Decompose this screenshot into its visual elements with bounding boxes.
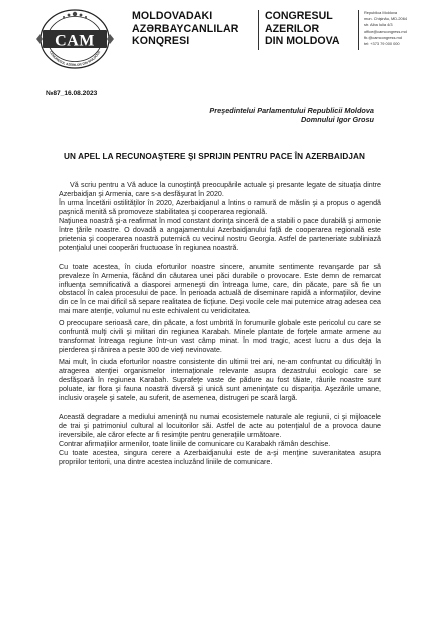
logo-letters: CAM <box>55 32 95 50</box>
recipient-block <box>209 106 374 125</box>
logo-caption: CONGRESUL AZERILOR DIN MOLDOVA <box>48 50 102 68</box>
org-ro-line-2: AZERILOR <box>265 22 320 35</box>
org-name-romanian <box>265 10 349 48</box>
contact-block <box>364 10 426 47</box>
paragraph: O preocupare serioasă care, din păcate, a fost umbrită în forumurile globale este pericolul cu care se confruntă mulţi civili şi militari din regiunea Karabah. Minele plantate de forţele armate armene au transformat întreaga regiune într-un vast câmp minat. În mod tragic, acest lucru a dus deja la pierderea şi rănirea a peste 300 de vieţi nevinovate. <box>59 319 381 355</box>
paragraph: Vă scriu pentru a Vă aduce la cunoştinţă preocupările actuale şi presante legate de situaţia dintre Azerbaidjan şi Armenia, care s-a desfăşurat în 2020. <box>59 181 381 198</box>
contact-line: str. Alba Iulia 4/3 <box>364 22 393 28</box>
org-ro-line-3: DIN MOLDOVA <box>265 35 340 48</box>
paragraph: Cu toate acestea, singura cerere a Azerbaidjanului este de a-şi menţine suveranitatea asupra propriilor teritorii, una dintre acestea incluzând liniile de comunicare. <box>59 448 381 466</box>
contact-social: fb.@camcongress.md <box>364 34 402 40</box>
cam-logo <box>34 8 116 70</box>
recipient-name: Domnului Igor Grosu <box>301 115 374 125</box>
paragraph: Mai mult, în ciuda eforturilor noastre consistente din ultimii trei ani, ne-am confruntat cu dificultăţi în atragerea atenţiei organismelor internaţionale relevante asupra dezastrului ecologic care se desfăşoară în regiunea Karabah. Suprafeţe vaste de pădure au fost tăiate, râurile noastre sunt poluate, iar flora şi fauna noastră diversă şi unică sunt ameninţate cu dispariţia. Aşezările umane, inclusiv oraşele şi satele, au suferit, de asemenea, distrugeri pe scară largă. <box>59 358 381 402</box>
org-az-line-3: KONQRESI <box>132 35 190 48</box>
org-az-line-2: AZƏRBAYCANLILAR <box>132 22 239 35</box>
letter-body <box>59 181 381 467</box>
document-number: №87_16.08.2023 <box>46 90 98 97</box>
header-divider <box>358 10 359 50</box>
contact-phone: tel: +373 79 000 000 <box>364 41 400 47</box>
org-name-azerbaijani <box>132 10 254 48</box>
org-ro-line-1: CONGRESUL <box>265 10 333 22</box>
header-divider <box>258 10 259 50</box>
paragraph: În urma încetării ostilităţilor în 2020, Azerbaidjanul a întins o ramură de măslin şi a propus o agendă paşnică menită să promoveze stabilitatea şi cooperarea regională. <box>59 198 381 216</box>
contact-line: mun. Chişinău, MD-2064 <box>364 16 408 22</box>
paragraph: Această degradare a mediului ameninţă nu numai ecosistemele naturale ale regiunii, ci şi mijloacele de trai şi patrimoniul cultural al locuitorilor săi. Astfel de acte au potenţialul de a provoca daune ireversibile, ale căror efecte ar fi resimţite pentru generaţiile următoare. <box>59 412 381 439</box>
paragraph: Cu toate acestea, în ciuda eforturilor noastre sincere, anumite sentimente revanşarde par să prevaleze în Armenia, făcând din căutarea unei păci durabile o provocare. Este demn de remarcat influenţa semnificativă a diasporei armeneşti din întreaga lume, care, din păcate, pare să fie un obstacol în calea procesului de pace. În perioada actuală de diseminare rapidă a informaţiilor, devine din ce în ce mai dificil să separe realitatea de ficţiune. Deşi vocile cele mai puternice atrag adesea cea mai mare atenţie, volumul nu este echivalent cu veridicitatea. <box>59 262 381 316</box>
paragraph: Contrar afirmaţiilor armenilor, toate liniile de comunicare cu Karabakh rămân deschise. <box>59 439 331 448</box>
paragraph: Naţiunea noastră şi-a reafirmat în mod constant dorinţa sinceră de a stabili o pace durabilă şi armonie între ţările noastre. O dovadă a angajamentului Azerbaidjanului faţă de cooperarea regională este prietenia şi cooperarea noastră puternică cu vecinul nostru Georgia. Astfel de parteneriate subliniază potenţialul unei cooperări fructuoase în regiunea noastră. <box>59 216 381 252</box>
contact-line: Republica Moldova <box>364 10 398 15</box>
letter-title: UN APEL LA RECUNOAŞTERE ŞI SPRIJIN PENTRU PACE ÎN AZERBAIDJAN <box>63 152 366 161</box>
recipient-title: Preşedintelui Parlamentului Republicii Moldova <box>209 106 374 115</box>
contact-email: office@camcongress.md <box>364 28 407 34</box>
org-az-line-1: MOLDOVADAKI <box>132 10 213 22</box>
